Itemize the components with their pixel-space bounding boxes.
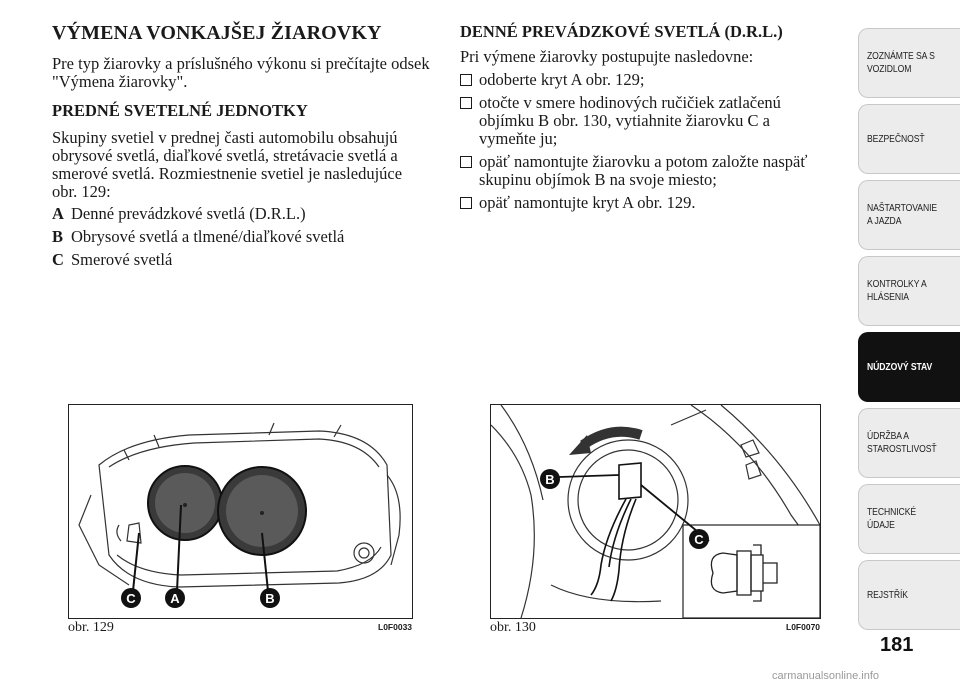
step-item: opäť namontujte žiarovku a potom založte naspäť skupinu objímok B na svoje miesto; — [460, 153, 820, 189]
tab-zoznamte-sa[interactable]: ZOZNÁMTE SA S VOZIDLOM — [858, 28, 960, 98]
figure-129-label-c: C — [126, 591, 136, 606]
page-number: 181 — [880, 634, 914, 656]
figure-129-code: L0F0033 — [378, 622, 413, 632]
drl-title: DENNÉ PREVÁDZKOVÉ SVETLÁ (D.R.L.) — [460, 22, 783, 41]
drl-illustration — [491, 405, 820, 618]
tab-udrzba[interactable]: ÚDRŽBA A STAROSTLIVOSŤ — [858, 408, 960, 478]
headlamp-illustration — [69, 405, 412, 618]
figure-129-label-b: B — [265, 591, 275, 606]
figure-130-label-c: C — [694, 532, 704, 547]
step-item: opäť namontujte kryt A obr. 129. — [460, 194, 820, 212]
figure-130-drl-bulb — [490, 404, 821, 619]
right-column — [460, 22, 820, 217]
watermark: carmanualsonline.info — [772, 670, 880, 682]
left-column — [52, 22, 430, 274]
tab-technicke-udaje[interactable]: TECHNICKÉ ÚDAJE — [858, 484, 960, 554]
figure-129-label-a: A — [170, 591, 180, 606]
tab-nudzovy-stav[interactable]: NÚDZOVÝ STAV — [858, 332, 960, 402]
section-title: VÝMENA VONKAJŠEJ ŽIAROVKY — [52, 22, 382, 44]
drl-intro: Pri výmene žiarovky postupujte nasledovne: — [460, 47, 754, 66]
subsection-title: PREDNÉ SVETELNÉ JEDNOTKY — [52, 101, 308, 120]
tab-rejstrik[interactable]: REJSTŘÍK — [858, 560, 960, 630]
step-item: odoberte kryt A obr. 129; — [460, 71, 820, 89]
lamp-a — [148, 466, 222, 540]
tab-kontrolky[interactable]: KONTROLKY A HLÁSENIA — [858, 256, 960, 326]
figure-130-label-b: B — [545, 472, 555, 487]
checkbox-bullet-icon — [460, 74, 472, 86]
legend-item-b: B Obrysové svetlá a tlmené/diaľkové svetlá — [52, 227, 345, 246]
tab-nastartovanie[interactable]: NAŠTARTOVANIE A JAZDA — [858, 180, 960, 250]
figure-129-headlamp — [68, 404, 413, 619]
legend-item-a: A Denné prevádzkové svetlá (D.R.L.) — [52, 204, 306, 223]
steps-list — [460, 71, 820, 212]
checkbox-bullet-icon — [460, 97, 472, 109]
rotate-arrow-icon — [583, 432, 641, 445]
step-item: otočte v smere hodinových ručičiek zatlačenú objímku B obr. 130, vytiahnite žiarovku C a vymeňte ju; — [460, 94, 820, 148]
legend-item-c: C Smerové svetlá — [52, 250, 173, 269]
body-paragraph: Skupiny svetiel v prednej časti automobilu obsahujú obrysové svetlá, diaľkové svetlá, stretávacie svetlá a smerové svetlá. Rozmiestnenie svetiel je nasledujúce obr. 129: — [52, 128, 403, 201]
figure-130-code: L0F0070 — [786, 622, 821, 632]
figure-130-caption: obr. 130 — [490, 620, 536, 635]
tab-bezpecnost[interactable]: BEZPEČNOSŤ — [858, 104, 960, 174]
figure-129-caption: obr. 129 — [68, 620, 114, 635]
checkbox-bullet-icon — [460, 156, 472, 168]
checkbox-bullet-icon — [460, 197, 472, 209]
legend — [52, 205, 430, 269]
intro-paragraph: Pre typ žiarovky a príslušného výkonu si prečítajte odsek "Výmena žiarovky". — [52, 54, 430, 91]
